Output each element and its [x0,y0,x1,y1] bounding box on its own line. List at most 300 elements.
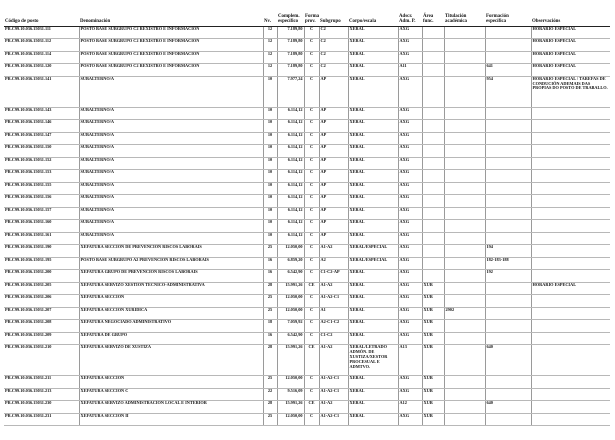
cell-titulacion [444,295,485,308]
cell-complemento: 6.859,20 [277,257,304,270]
cell-complemento: 7.189,80 [277,51,304,64]
cell-corpo: XERAL [348,320,398,333]
cell-titulacion [444,332,485,345]
cell-codigo: PR.C99.10.036.15031.195 [4,257,79,270]
cell-forma: C [304,145,319,158]
table-row [4,320,610,333]
cell-area: XUR [422,295,444,308]
cell-codigo: PR.C99.10.036.15031.200 [4,270,79,283]
cell-titulacion [444,245,485,258]
cell-subgrupo: AP [319,76,348,107]
cell-forma: C [304,257,319,270]
cell-adscricion: AXG [398,270,422,283]
cell-titulacion: 2902 [444,307,485,320]
cell-titulacion [444,257,485,270]
cell-area [422,39,444,52]
cell-titulacion [444,195,485,208]
cell-nivel: 25 [263,295,277,308]
cell-area [422,132,444,145]
cell-observacions: HORARIO ESPECIAL [531,51,610,64]
cell-subgrupo: AP [319,132,348,145]
cell-codigo: PR.C99.10.036.15031.211 [4,376,79,389]
table-row [4,145,610,158]
table-row [4,388,610,401]
table-row [4,401,610,414]
cell-adscricion: A13 [398,345,422,376]
cell-area [422,220,444,233]
cell-codigo: PR.C99.10.036.15031.213 [4,388,79,401]
cell-formacion [485,207,531,220]
cell-subgrupo: C2 [319,51,348,64]
cell-denominacion: XEFATURA SECCIÓN [79,295,263,308]
cell-observacions [531,245,610,258]
cell-denominacion: SUBALTERNO/A [79,107,263,120]
cell-forma: C [304,413,319,426]
cell-nivel: 10 [263,76,277,107]
cell-denominacion: SUBALTERNO/A [79,145,263,158]
cell-forma: C [304,39,319,52]
cell-complemento: 7.189,80 [277,26,304,39]
cell-subgrupo: A2-C1-C2 [319,320,348,333]
cell-corpo: XERAL [348,26,398,39]
cell-area [422,257,444,270]
cell-formacion [485,26,531,39]
cell-complemento: 15.991,26 [277,282,304,295]
cell-nivel: 16 [263,257,277,270]
cell-formacion: 192 [485,270,531,283]
cell-subgrupo: A1 [319,307,348,320]
cell-forma: C [304,220,319,233]
cell-corpo: XERAL [348,132,398,145]
cell-complemento: 7.977,24 [277,76,304,107]
cell-denominacion: XEFATURA GRUPO DE PREVENCIÓN RISCOS LABORAIS [79,270,263,283]
cell-subgrupo: AP [319,157,348,170]
table-row [4,64,610,77]
cell-complemento: 6.114,12 [277,182,304,195]
cell-forma: C [304,76,319,107]
cell-titulacion [444,170,485,183]
cell-forma: C [304,170,319,183]
cell-complemento: 15.991,26 [277,345,304,376]
table-row [4,107,610,120]
cell-observacions [531,182,610,195]
cell-subgrupo: AP [319,207,348,220]
table-row [4,195,610,208]
cell-area: XUR [422,332,444,345]
cell-forma: C [304,107,319,120]
cell-forma: C [304,232,319,245]
cell-corpo: XERAL [348,195,398,208]
cell-area: XUR [422,282,444,295]
cell-forma: C [304,120,319,133]
cell-observacions [531,388,610,401]
cell-codigo: PR.C99.10.036.15031.190 [4,245,79,258]
cell-forma: C [304,132,319,145]
cell-codigo: PR.C99.10.036.15031.230 [4,401,79,414]
cell-titulacion [444,120,485,133]
cell-complemento: 12.050,00 [277,376,304,389]
cell-nivel: 25 [263,376,277,389]
cell-nivel: 18 [263,320,277,333]
cell-formacion: 194 [485,245,531,258]
cell-titulacion [444,26,485,39]
cell-codigo: PR.C99.10.036.15031.141 [4,76,79,107]
header-area: Área func. [422,14,444,26]
header-codigo: Código de posto [4,14,79,26]
cell-codigo: PR.C99.10.036.15031.114 [4,51,79,64]
cell-denominacion: XEFATURA SECCIÓN XURÍDICA [79,307,263,320]
cell-adscricion: AXG [398,170,422,183]
cell-subgrupo: AP [319,220,348,233]
table-row [4,157,610,170]
cell-complemento: 6.114,12 [277,220,304,233]
cell-codigo: PR.C99.10.036.15031.160 [4,220,79,233]
cell-area [422,270,444,283]
cell-titulacion [444,157,485,170]
cell-formacion [485,220,531,233]
table-row [4,76,610,107]
cell-observacions [531,145,610,158]
cell-codigo: PR.C99.10.036.15031.156 [4,195,79,208]
cell-corpo: XERAL [348,332,398,345]
cell-nivel: 10 [263,107,277,120]
cell-nivel: 10 [263,157,277,170]
cell-corpo: XERAL [348,401,398,414]
cell-denominacion: SUBALTERNO/A [79,170,263,183]
cell-adscricion: AXG [398,388,422,401]
table-row [4,120,610,133]
cell-nivel: 25 [263,413,277,426]
cell-denominacion: SUBALTERNO/A [79,232,263,245]
cell-area [422,245,444,258]
cell-subgrupo: C2 [319,26,348,39]
cell-codigo: PR.C99.10.036.15031.209 [4,332,79,345]
cell-complemento: 6.114,12 [277,132,304,145]
cell-nivel: 12 [263,39,277,52]
cell-complemento: 7.189,80 [277,39,304,52]
table-row [4,220,610,233]
cell-denominacion: SUBALTERNO/A [79,120,263,133]
cell-observacions [531,220,610,233]
cell-corpo: XERAL [348,157,398,170]
cell-codigo: PR.C99.10.036.15031.147 [4,132,79,145]
table-row [4,307,610,320]
cell-area: XUR [422,345,444,376]
table-row [4,413,610,426]
cell-subgrupo: AP [319,170,348,183]
cell-corpo: XERAL [348,376,398,389]
cell-area [422,145,444,158]
cell-observacions [531,120,610,133]
cell-corpo: XERAL [348,145,398,158]
cell-nivel: 12 [263,64,277,77]
cell-denominacion: POSTO BASE SUBGRUPO C2 REXISTRO E INFORMACIÓN [79,51,263,64]
cell-complemento: 6.114,12 [277,120,304,133]
cell-nivel: 12 [263,51,277,64]
cell-area [422,120,444,133]
cell-corpo: XERAL [348,76,398,107]
cell-nivel: 10 [263,145,277,158]
cell-observacions [531,332,610,345]
cell-titulacion [444,232,485,245]
cell-area [422,170,444,183]
cell-adscricion: AXG [398,26,422,39]
table-row [4,345,610,376]
cell-formacion [485,282,531,295]
cell-codigo: PR.C99.10.036.15031.161 [4,232,79,245]
cell-codigo: PR.C99.10.036.15031.208 [4,320,79,333]
cell-area [422,207,444,220]
cell-corpo: XERAL [348,207,398,220]
cell-denominacion: SUBALTERNO/A [79,182,263,195]
table-row [4,39,610,52]
cell-titulacion [444,207,485,220]
header-denominacion: Denominación [79,14,263,26]
cell-denominacion: XEFATURA NEGOCIADO ADMINISTRATIVO [79,320,263,333]
cell-titulacion [444,320,485,333]
table-row [4,51,610,64]
cell-complemento: 6.114,12 [277,145,304,158]
cell-forma: CE [304,401,319,414]
cell-observacions [531,195,610,208]
cell-area [422,64,444,77]
cell-adscricion: AXG [398,51,422,64]
cell-codigo: PR.C99.10.036.15031.231 [4,413,79,426]
header-corpo: Corpo/escala [348,14,398,26]
cell-area [422,195,444,208]
cell-formacion [485,320,531,333]
cell-corpo: XERAL [348,282,398,295]
cell-formacion [485,51,531,64]
cell-area: XUR [422,388,444,401]
cell-codigo: PR.C99.10.036.15031.143 [4,107,79,120]
cell-observacions: HORARIO ESPECIAL [531,282,610,295]
cell-corpo: XERAL [348,232,398,245]
cell-forma: CE [304,345,319,376]
cell-adscricion: AXG [398,332,422,345]
cell-denominacion: XEFATURA SERVIZO DE XUSTIZA [79,345,263,376]
cell-forma: C [304,245,319,258]
cell-complemento: 12.050,00 [277,295,304,308]
cell-corpo: XERAL [348,295,398,308]
cell-denominacion: XEFATURA SERVIZO ADMINISTRACIÓN LOCAL E INTERIOR [79,401,263,414]
cell-nivel: 10 [263,132,277,145]
cell-codigo: PR.C99.10.036.15031.210 [4,345,79,376]
cell-denominacion: XEFATURA DE GRUPO [79,332,263,345]
cell-adscricion: AXG [398,132,422,145]
cell-formacion [485,332,531,345]
positions-table [4,14,610,426]
cell-formacion [485,145,531,158]
cell-codigo: PR.C99.10.036.15031.207 [4,307,79,320]
cell-subgrupo: A1-A2 [319,401,348,414]
cell-corpo: XERAL [348,220,398,233]
cell-observacions [531,401,610,414]
cell-corpo: XERAL [348,64,398,77]
cell-complemento: 6.114,12 [277,107,304,120]
cell-nivel: 12 [263,26,277,39]
cell-observacions [531,345,610,376]
cell-corpo: XERAL [348,307,398,320]
cell-titulacion [444,107,485,120]
cell-forma: C [304,182,319,195]
cell-formacion: 641 [485,64,531,77]
header-complemento: Complem. específico [277,14,304,26]
cell-adscricion: AXG [398,39,422,52]
cell-codigo: PR.C99.10.036.15031.205 [4,282,79,295]
cell-adscricion: A11 [398,64,422,77]
cell-denominacion: XEFATURA SECCIÓN DE PREVENCIÓN RISCOS LABORAIS [79,245,263,258]
header-titulacion: Titulación académica [444,14,485,26]
cell-observacions [531,107,610,120]
cell-observacions [531,270,610,283]
cell-denominacion: XEFATURA SECCIÓN II [79,413,263,426]
cell-forma: C [304,270,319,283]
cell-denominacion: POSTO BASE SUBGRUPO C2 REXISTRO E INFORMACIÓN [79,64,263,77]
cell-nivel: 28 [263,282,277,295]
cell-observacions [531,295,610,308]
cell-area [422,76,444,107]
table-row [4,26,610,39]
cell-area [422,232,444,245]
cell-adscricion: AXG [398,245,422,258]
cell-observacions [531,207,610,220]
cell-corpo: XERAL/LETRADO ADMÓN. DE XUSTIZA/XESTOR PROCESUAL E ADMTVO. [348,345,398,376]
cell-forma: C [304,195,319,208]
cell-nivel: 10 [263,120,277,133]
cell-subgrupo: AP [319,232,348,245]
cell-subgrupo: AP [319,107,348,120]
cell-nivel: 22 [263,388,277,401]
cell-subgrupo: A1-A2 [319,345,348,376]
cell-codigo: PR.C99.10.036.15031.112 [4,39,79,52]
cell-observacions: HORARIO ESPECIAL / TAREFAS DE CONDUCIÓN ADEMAIS DAS PROPIAS DO POSTO DE TRABALLO. [531,76,610,107]
cell-adscricion: AXG [398,413,422,426]
cell-adscricion: AXG [398,320,422,333]
cell-adscricion: AXG [398,157,422,170]
cell-titulacion [444,182,485,195]
cell-forma: C [304,307,319,320]
cell-adscricion: AXG [398,195,422,208]
cell-subgrupo: A1-A2-C1 [319,388,348,401]
cell-forma: C [304,51,319,64]
cell-codigo: PR.C99.10.036.15031.155 [4,182,79,195]
cell-titulacion [444,388,485,401]
cell-area [422,182,444,195]
cell-area: XUR [422,307,444,320]
cell-formacion [485,132,531,145]
cell-corpo: XERAL [348,170,398,183]
cell-adscricion: AXG [398,220,422,233]
cell-formacion [485,195,531,208]
cell-observacions [531,413,610,426]
table-row [4,245,610,258]
cell-complemento: 7.059,92 [277,320,304,333]
cell-adscricion: AXG [398,232,422,245]
cell-adscricion: AXG [398,376,422,389]
cell-denominacion: POSTO BASE SUBGRUPO A2 PREVENCIÓN RISCOS LABORAIS [79,257,263,270]
cell-nivel: 28 [263,401,277,414]
header-nivel: Nv. [263,14,277,26]
cell-titulacion [444,64,485,77]
cell-corpo: XERAL [348,413,398,426]
cell-complemento: 6.114,12 [277,170,304,183]
cell-forma: CE [304,282,319,295]
cell-adscricion: AXG [398,307,422,320]
cell-adscricion: AXG [398,145,422,158]
cell-complemento: 6.542,90 [277,332,304,345]
cell-complemento: 12.050,00 [277,307,304,320]
cell-area: XUR [422,320,444,333]
cell-titulacion [444,282,485,295]
table-row [4,332,610,345]
cell-forma: C [304,295,319,308]
cell-denominacion: POSTO BASE SUBGRUPO C2 REXISTRO E INFORMACIÓN [79,39,263,52]
cell-complemento: 7.189,80 [277,64,304,77]
cell-corpo: XERAL [348,388,398,401]
cell-observacions: HORARIO ESPECIAL [531,64,610,77]
cell-forma: C [304,376,319,389]
table-row [4,182,610,195]
cell-corpo: XERAL/ESPECIAL [348,245,398,258]
cell-corpo: XERAL [348,182,398,195]
cell-forma: C [304,388,319,401]
cell-formacion [485,157,531,170]
cell-subgrupo: AP [319,145,348,158]
cell-observacions [531,232,610,245]
cell-formacion: 640 [485,345,531,376]
table-row [4,257,610,270]
cell-titulacion [444,345,485,376]
cell-denominacion: SUBALTERNO/A [79,220,263,233]
cell-subgrupo: AP [319,195,348,208]
cell-adscricion: A12 [398,401,422,414]
table-row [4,170,610,183]
cell-denominacion: XEFATURA SECCIÓN C [79,388,263,401]
header-observacions: Observacións [531,14,610,26]
cell-complemento: 9.516,09 [277,388,304,401]
cell-titulacion [444,39,485,52]
cell-observacions [531,320,610,333]
table-header-row [4,14,610,26]
cell-adscricion: AXG [398,76,422,107]
cell-area [422,107,444,120]
cell-codigo: PR.C99.10.036.15031.120 [4,64,79,77]
cell-formacion [485,388,531,401]
cell-denominacion: SUBALTERNO/A [79,76,263,107]
cell-observacions: HORARIO ESPECIAL [531,39,610,52]
table-row [4,270,610,283]
header-subgrupo: Subgrupo [319,14,348,26]
cell-subgrupo: A1-A2-C1 [319,295,348,308]
cell-subgrupo: AP [319,182,348,195]
cell-titulacion [444,270,485,283]
cell-formacion [485,413,531,426]
cell-adscricion: AXG [398,257,422,270]
cell-observacions [531,307,610,320]
cell-subgrupo: C1-C2-AP [319,270,348,283]
table-row [4,295,610,308]
cell-formacion [485,182,531,195]
cell-formacion: 182-183-188 [485,257,531,270]
cell-codigo: PR.C99.10.036.15031.146 [4,120,79,133]
cell-area [422,26,444,39]
cell-complemento: 6.114,12 [277,232,304,245]
table-row [4,132,610,145]
cell-nivel: 10 [263,220,277,233]
cell-denominacion: SUBALTERNO/A [79,207,263,220]
cell-nivel: 25 [263,307,277,320]
